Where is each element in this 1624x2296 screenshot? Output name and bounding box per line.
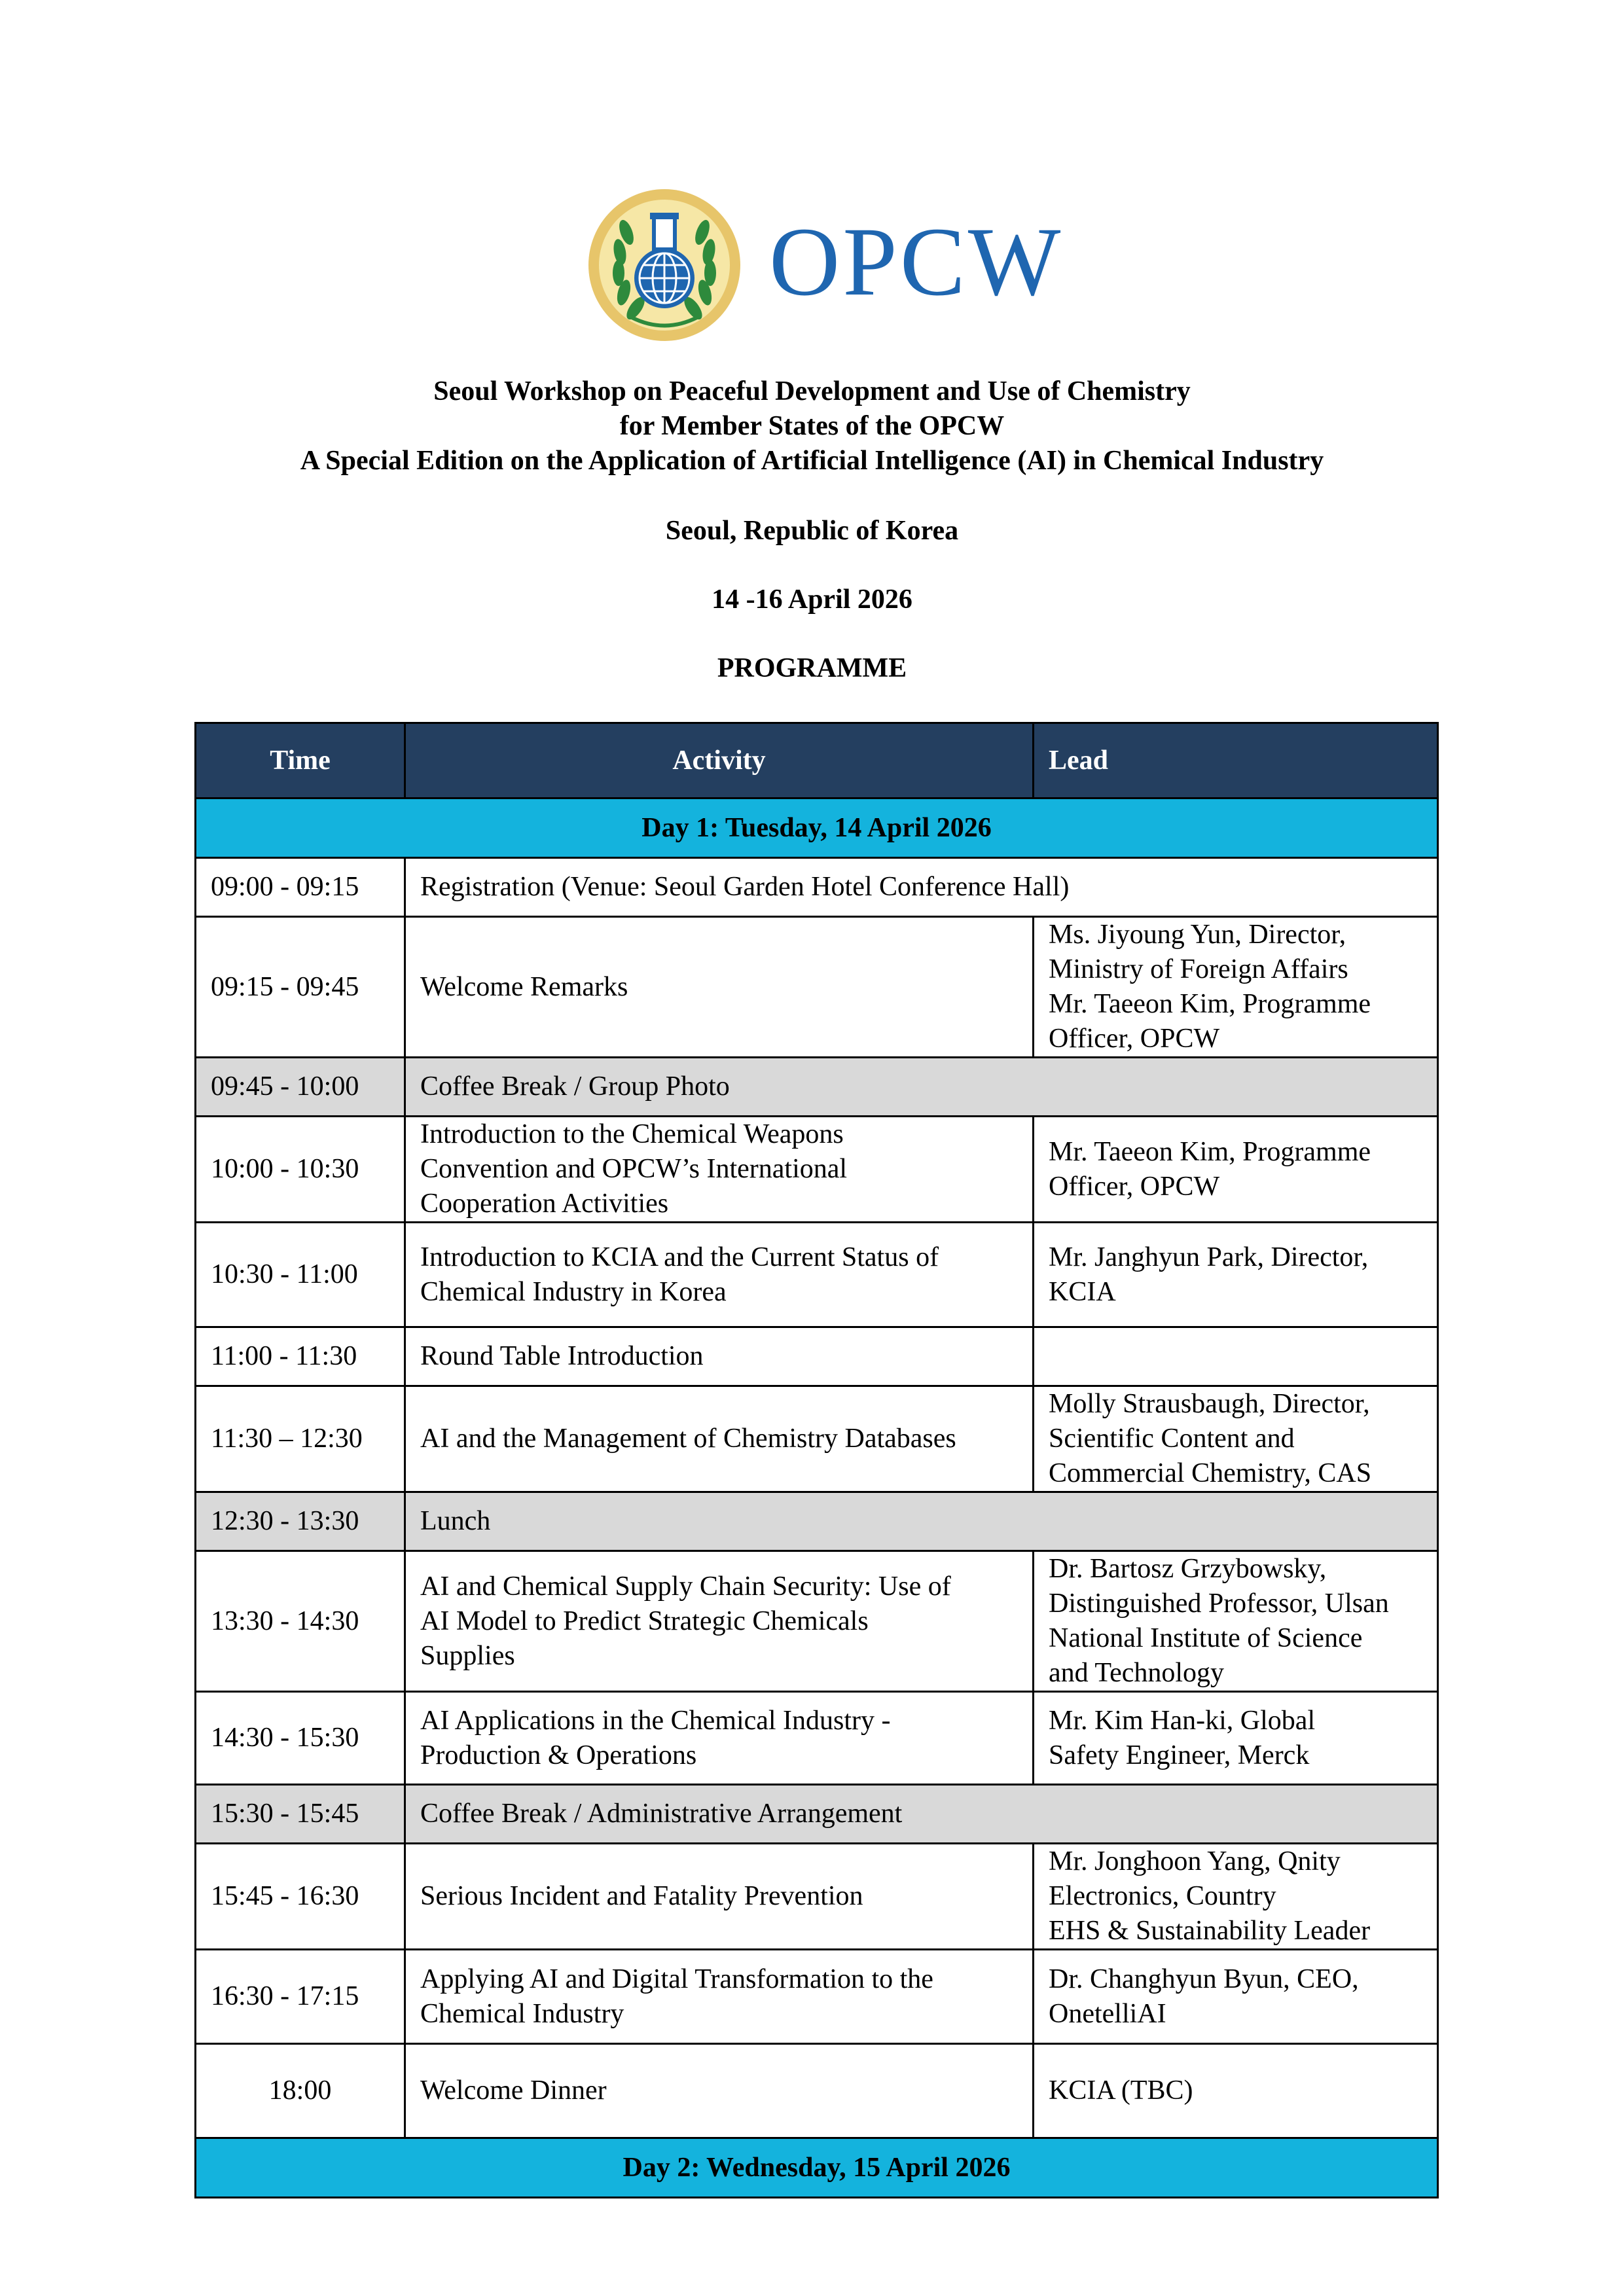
row-activity (405, 1950, 1034, 2044)
lead-line: Mr. Kim Han-ki, Global (1049, 1705, 1316, 1736)
row-lead (1034, 1950, 1438, 2044)
row-time: 10:30 - 11:00 (196, 1223, 405, 1327)
activity-line: AI and Chemical Supply Chain Security: Use of (420, 1571, 951, 1602)
row-activity (405, 1223, 1034, 1327)
row-time: 11:00 - 11:30 (196, 1327, 405, 1386)
row-lead (1034, 1223, 1438, 1327)
row-activity (405, 1117, 1034, 1223)
lead-line: EHS & Sustainability Leader (1049, 1916, 1371, 1946)
activity-line: AI Model to Predict Strategic Chemicals (420, 1605, 869, 1636)
activity-line: Introduction to the Chemical Weapons (420, 1119, 844, 1149)
table-row (196, 1386, 1438, 1492)
row-time: 15:45 - 16:30 (196, 1844, 405, 1950)
lead-line: Commercial Chemistry, CAS (1049, 1458, 1372, 1488)
row-time: 15:30 - 15:45 (196, 1785, 405, 1844)
lead-line: Molly Strausbaugh, Director, (1049, 1389, 1370, 1419)
row-lead (1034, 917, 1438, 1058)
lead-line: Dr. Changhyun Byun, CEO, (1049, 1964, 1359, 1994)
row-time: 14:30 - 15:30 (196, 1692, 405, 1785)
lead-line: KCIA (1049, 1276, 1116, 1307)
row-activity: Welcome Dinner (405, 2044, 1034, 2138)
table-row (196, 1844, 1438, 1950)
activity-line: Cooperation Activities (420, 1189, 669, 1219)
opcw-emblem-icon (586, 187, 743, 344)
table-row (196, 1058, 1438, 1117)
column-header-time: Time (196, 723, 405, 798)
opcw-logo (586, 187, 1064, 347)
row-time: 10:00 - 10:30 (196, 1117, 405, 1223)
row-lead: KCIA (TBC) (1034, 2044, 1438, 2138)
activity-line: Supplies (420, 1640, 515, 1671)
day-1-header (196, 798, 1438, 858)
table-row (196, 1692, 1438, 1785)
activity-line: Introduction to KCIA and the Current Status of (420, 1242, 939, 1272)
lead-line: Dr. Bartosz Grzybowsky, (1049, 1554, 1327, 1584)
table-header-row (196, 723, 1438, 798)
row-lead (1034, 1692, 1438, 1785)
lead-line: Mr. Taeeon Kim, Programme (1049, 1136, 1371, 1167)
activity-line: Applying AI and Digital Transformation to the (420, 1964, 933, 1994)
activity-line: Production & Operations (420, 1740, 697, 1770)
row-time: 09:15 - 09:45 (196, 917, 405, 1058)
lead-line: Safety Engineer, Merck (1049, 1740, 1310, 1770)
programme-heading: PROGRAMME (717, 653, 907, 683)
row-activity: Registration (Venue: Seoul Garden Hotel Conference Hall) (405, 858, 1438, 917)
table-row (196, 858, 1438, 917)
activity-line: Chemical Industry in Korea (420, 1276, 727, 1307)
row-activity: Lunch (405, 1492, 1438, 1551)
lead-line: Mr. Jonghoon Yang, Qnity (1049, 1846, 1341, 1876)
row-lead (1034, 1386, 1438, 1492)
row-activity: AI and the Management of Chemistry Databases (405, 1386, 1034, 1492)
location: Seoul, Republic of Korea (665, 516, 959, 546)
lead-line: Officer, OPCW (1049, 1171, 1220, 1202)
row-time: 13:30 - 14:30 (196, 1551, 405, 1692)
lead-line: Ministry of Foreign Affairs (1049, 954, 1348, 984)
row-lead (1034, 1844, 1438, 1950)
title-line-2: for Member States of the OPCW (619, 411, 1005, 441)
lead-line: Mr. Taeeon Kim, Programme (1049, 989, 1371, 1019)
row-lead (1034, 1117, 1438, 1223)
programme-table (194, 722, 1439, 2198)
lead-line: Distinguished Professor, Ulsan (1049, 1588, 1389, 1619)
row-activity (405, 1551, 1034, 1692)
row-time: 11:30 – 12:30 (196, 1386, 405, 1492)
table-row (196, 917, 1438, 1058)
column-header-activity: Activity (405, 723, 1034, 798)
title-line-3: A Special Edition on the Application of Artificial Intelligence (AI) in Chemical Industry (300, 446, 1324, 476)
logo-wordmark: OPCW (769, 207, 1064, 316)
table-row (196, 2044, 1438, 2138)
dates: 14 -16 April 2026 (712, 584, 912, 615)
day-2-label: Day 2: Wednesday, 15 April 2026 (196, 2138, 1438, 2198)
activity-line: Convention and OPCW’s International (420, 1154, 848, 1184)
document-title (0, 374, 1624, 478)
day-1-label: Day 1: Tuesday, 14 April 2026 (196, 798, 1438, 858)
lead-line: Ms. Jiyoung Yun, Director, (1049, 920, 1346, 950)
table-row (196, 1223, 1438, 1327)
table-row (196, 1327, 1438, 1386)
lead-line: Electronics, Country (1049, 1881, 1276, 1911)
day-2-header (196, 2138, 1438, 2198)
row-activity: Welcome Remarks (405, 917, 1034, 1058)
row-activity: Serious Incident and Fatality Prevention (405, 1844, 1034, 1950)
lead-line: Mr. Janghyun Park, Director, (1049, 1242, 1369, 1272)
row-activity (405, 1692, 1034, 1785)
activity-line: AI Applications in the Chemical Industry - (420, 1705, 891, 1736)
column-header-lead: Lead (1034, 723, 1438, 798)
table-row (196, 1950, 1438, 2044)
row-time: 09:45 - 10:00 (196, 1058, 405, 1117)
row-time: 18:00 (196, 2044, 405, 2138)
table-row (196, 1551, 1438, 1692)
row-time: 09:00 - 09:15 (196, 858, 405, 917)
activity-line: Chemical Industry (420, 1998, 624, 2029)
lead-line: and Technology (1049, 1658, 1225, 1688)
table-row (196, 1117, 1438, 1223)
row-lead (1034, 1551, 1438, 1692)
lead-line: National Institute of Science (1049, 1623, 1363, 1653)
row-time: 12:30 - 13:30 (196, 1492, 405, 1551)
row-activity: Coffee Break / Group Photo (405, 1058, 1438, 1117)
lead-line: Officer, OPCW (1049, 1024, 1220, 1054)
table-row (196, 1785, 1438, 1844)
row-time: 16:30 - 17:15 (196, 1950, 405, 2044)
lead-line: OnetelliAI (1049, 1998, 1166, 2029)
row-lead (1034, 1327, 1438, 1386)
title-line-1: Seoul Workshop on Peaceful Development and Use of Chemistry (433, 376, 1191, 406)
row-activity: Round Table Introduction (405, 1327, 1034, 1386)
row-activity: Coffee Break / Administrative Arrangement (405, 1785, 1438, 1844)
table-row (196, 1492, 1438, 1551)
lead-line: Scientific Content and (1049, 1424, 1295, 1454)
